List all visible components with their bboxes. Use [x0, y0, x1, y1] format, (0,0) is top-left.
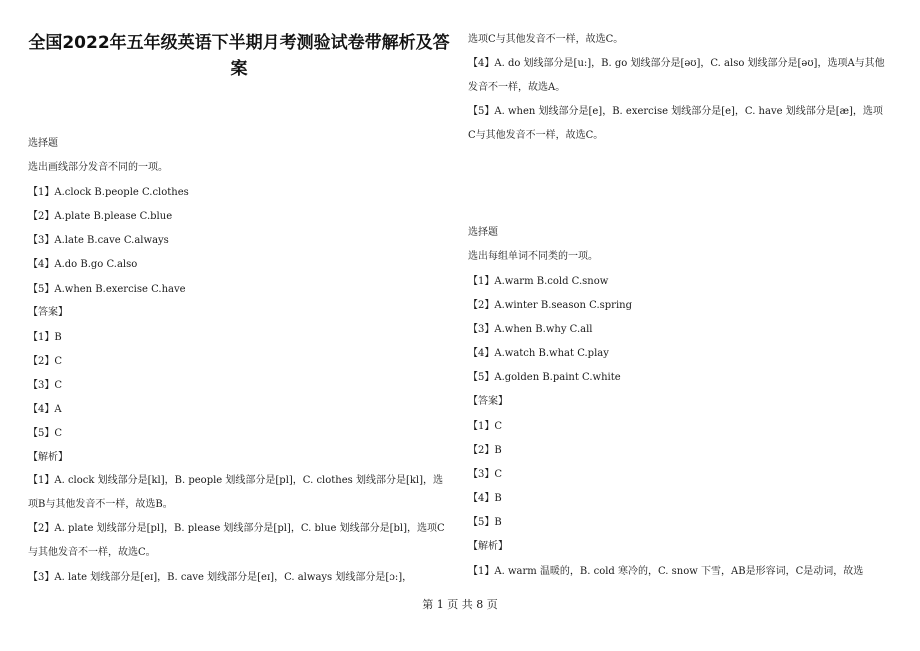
answer-item: 【3】C: [468, 469, 503, 480]
analysis-paragraph: 【1】A. warm 温暖的，B. cold 寒冷的，C. snow 下雪，AB是形容词，C是动词，故选: [468, 566, 864, 577]
analysis-paragraph: 【2】A. plate 划线部分是[pl]，B. please 划线部分是[pl]，C. blue 划线部分是[bl]，选项C与其他发音不一样，故选C。: [28, 523, 445, 558]
answer-item: 【3】C: [28, 380, 63, 391]
instruction: 选出每组单词不同类的一项。: [468, 251, 598, 262]
question-item: 【5】A.golden B.paint C.white: [468, 372, 621, 383]
answer-item: 【5】B: [468, 517, 502, 528]
answer-label: 【答案】: [28, 307, 68, 318]
question-item: 【1】A.clock B.people C.clothes: [28, 187, 189, 198]
question-item: 【5】A.when B.exercise C.have: [28, 284, 186, 295]
analysis-paragraph: 【3】A. late 划线部分是[eɪ]，B. cave 划线部分是[eɪ]，C. always 划线部分是[ɔ:]，: [28, 572, 413, 583]
section-label: 选择题: [28, 138, 58, 149]
analysis-label: 【解析】: [28, 452, 68, 463]
answer-item: 【4】B: [468, 493, 502, 504]
answer-label: 【答案】: [468, 396, 508, 407]
document-title: 全国2022年五年级英语下半期月考测验试卷带解析及答案: [28, 33, 450, 79]
question-item: 【3】A.when B.why C.all: [468, 324, 593, 335]
answer-item: 【2】C: [28, 356, 63, 367]
analysis-paragraph: 【5】A. when 划线部分是[e]，B. exercise 划线部分是[e]，C. have 划线部分是[æ]，选项C与其他发音不一样，故选C。: [468, 106, 883, 141]
answer-item: 【1】B: [28, 332, 62, 343]
answer-item: 【1】C: [468, 421, 503, 432]
analysis-label: 【解析】: [468, 541, 508, 552]
answer-item: 【4】A: [28, 404, 62, 415]
analysis-continued: 选项C与其他发音不一样，故选C。: [468, 34, 624, 45]
question-item: 【2】A.plate B.please C.blue: [28, 211, 173, 222]
answer-item: 【5】C: [28, 428, 63, 439]
question-item: 【4】A.do B.go C.also: [28, 259, 138, 270]
section-label: 选择题: [468, 227, 498, 238]
question-item: 【3】A.late B.cave C.always: [28, 235, 169, 246]
question-item: 【2】A.winter B.season C.spring: [468, 300, 632, 311]
question-item: 【1】A.warm B.cold C.snow: [468, 276, 609, 287]
answer-item: 【2】B: [468, 445, 502, 456]
instruction: 选出画线部分发音不同的一项。: [28, 162, 168, 173]
analysis-paragraph: 【1】A. clock 划线部分是[kl]，B. people 划线部分是[pl]，C. clothes 划线部分是[kl]，选项B与其他发音不一样，故选B。: [28, 475, 444, 510]
page-footer: 第 1 页 共 8 页: [422, 598, 498, 611]
question-item: 【4】A.watch B.what C.play: [468, 348, 609, 359]
analysis-paragraph: 【4】A. do 划线部分是[u:]，B. go 划线部分是[əʊ]，C. also 划线部分是[əʊ]，选项A与其他发音不一样，故选A。: [468, 58, 885, 93]
